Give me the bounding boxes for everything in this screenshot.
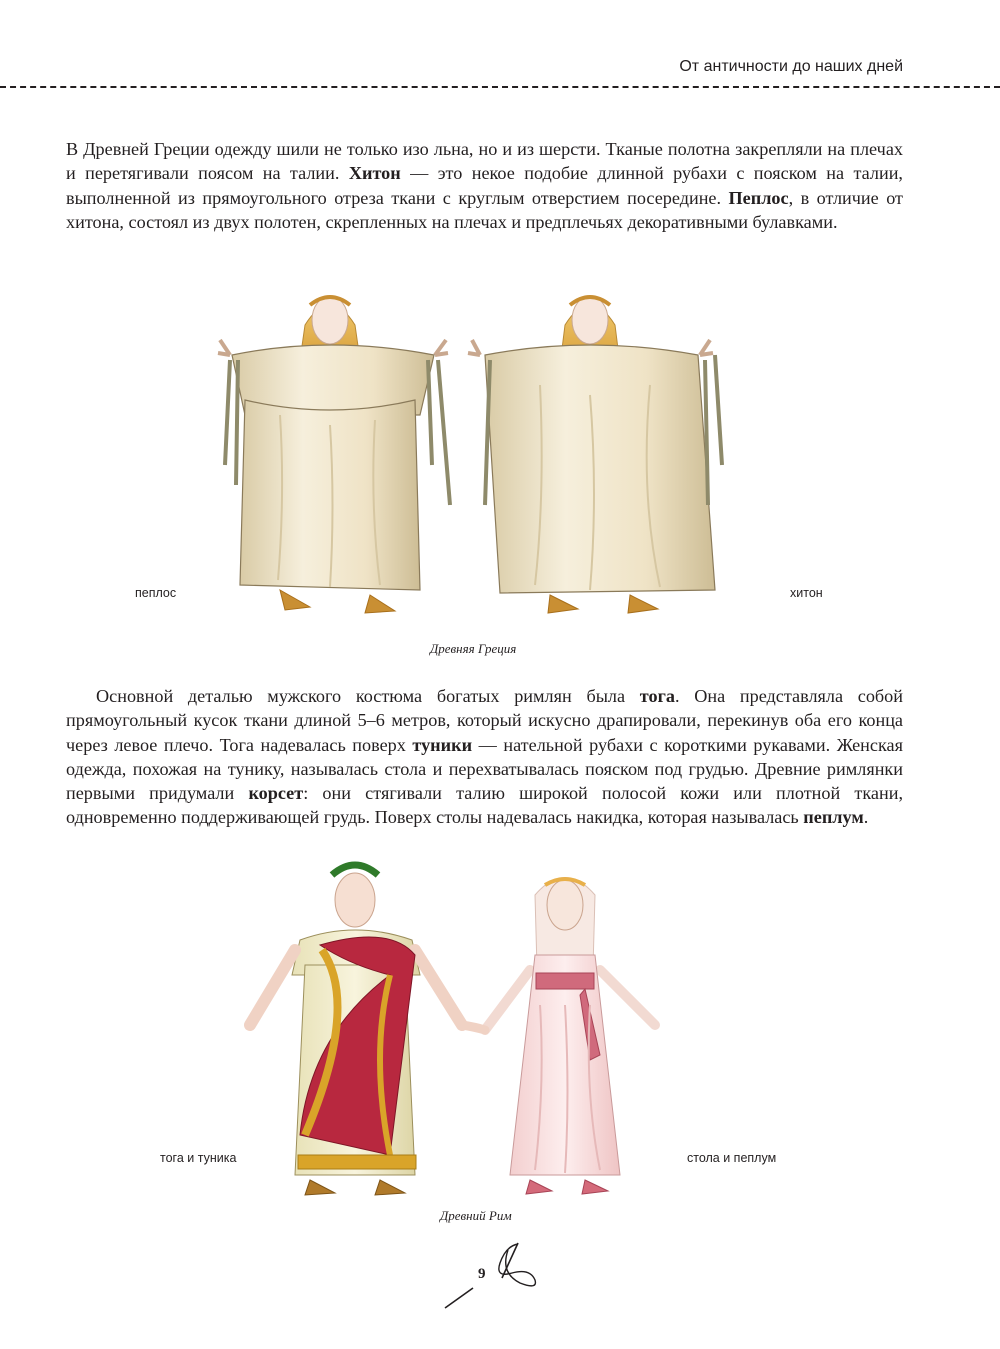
paragraph-rome [66, 684, 903, 830]
term-peplos: Пеплос [728, 187, 789, 208]
header-dashed-rule [0, 86, 1000, 88]
text-run: — нательной рубахи с короткими рукавами. Женская одежда, похожая на тунику, называлась стола и перехватывалась пояском под грудью. Древние римлянки первыми придумали [66, 734, 903, 804]
term-toga: тога [639, 686, 675, 706]
running-title: От античности до наших дней [679, 58, 903, 75]
peplos-figure [218, 296, 450, 613]
term-tunic: туники [412, 734, 473, 755]
stola-figure [485, 878, 655, 1195]
text-run: , в отличие от хитона, состоял из двух полотен, скрепленных на плечах и предплечьях декоративными булавками. [66, 187, 903, 232]
chiton-figure [468, 296, 722, 613]
caption-ancient-greece: Древняя Греция [430, 641, 517, 656]
text-run: : они стягивали талию широкой полосой кожи или плотной ткани, одновременно поддерживающей грудь. Поверх столы надевалась накидка, которая называлась [66, 783, 904, 828]
text-run: В Древней Греции одежду шили не только изо льна, но и из шерсти. Тканые полотна закрепляли на плечах и перетягивали поясом на талии. [66, 139, 903, 184]
label-chiton: хитон [790, 586, 823, 600]
toga-figure [250, 865, 462, 1195]
caption-ancient-rome: Древний Рим [440, 1208, 512, 1223]
term-peplum: пеплум [803, 807, 864, 828]
text-run: . [863, 807, 869, 828]
text-run: — это некое подобие длинной рубахи с пояском на талии, выполненной из прямоугольного отреза ткани с круглым отверстием посередине. [66, 163, 903, 208]
paragraph-greece [66, 137, 903, 234]
term-corset: корсет [248, 783, 304, 804]
roman-costumes-illustration [240, 855, 680, 1205]
text-run: . Она представляла собой прямоугольный кусок ткани длиной 5–6 метров, который искусно драпировали, перекинув оба его конца через левое плечо. Тога надевалась поверх [66, 686, 904, 755]
text-run: Основной деталью мужского костюма богатых римлян была [96, 686, 640, 706]
label-toga-and-tunic: тога и туника [160, 1151, 237, 1165]
greek-costumes-illustration [210, 275, 755, 625]
label-stola-and-peplum: стола и пеплум [687, 1151, 777, 1165]
term-chiton: Хитон [348, 163, 401, 184]
page-number: 9 [478, 1266, 486, 1282]
label-peplos: пеплос [135, 586, 177, 600]
needle-thread-ornament [440, 1238, 545, 1313]
